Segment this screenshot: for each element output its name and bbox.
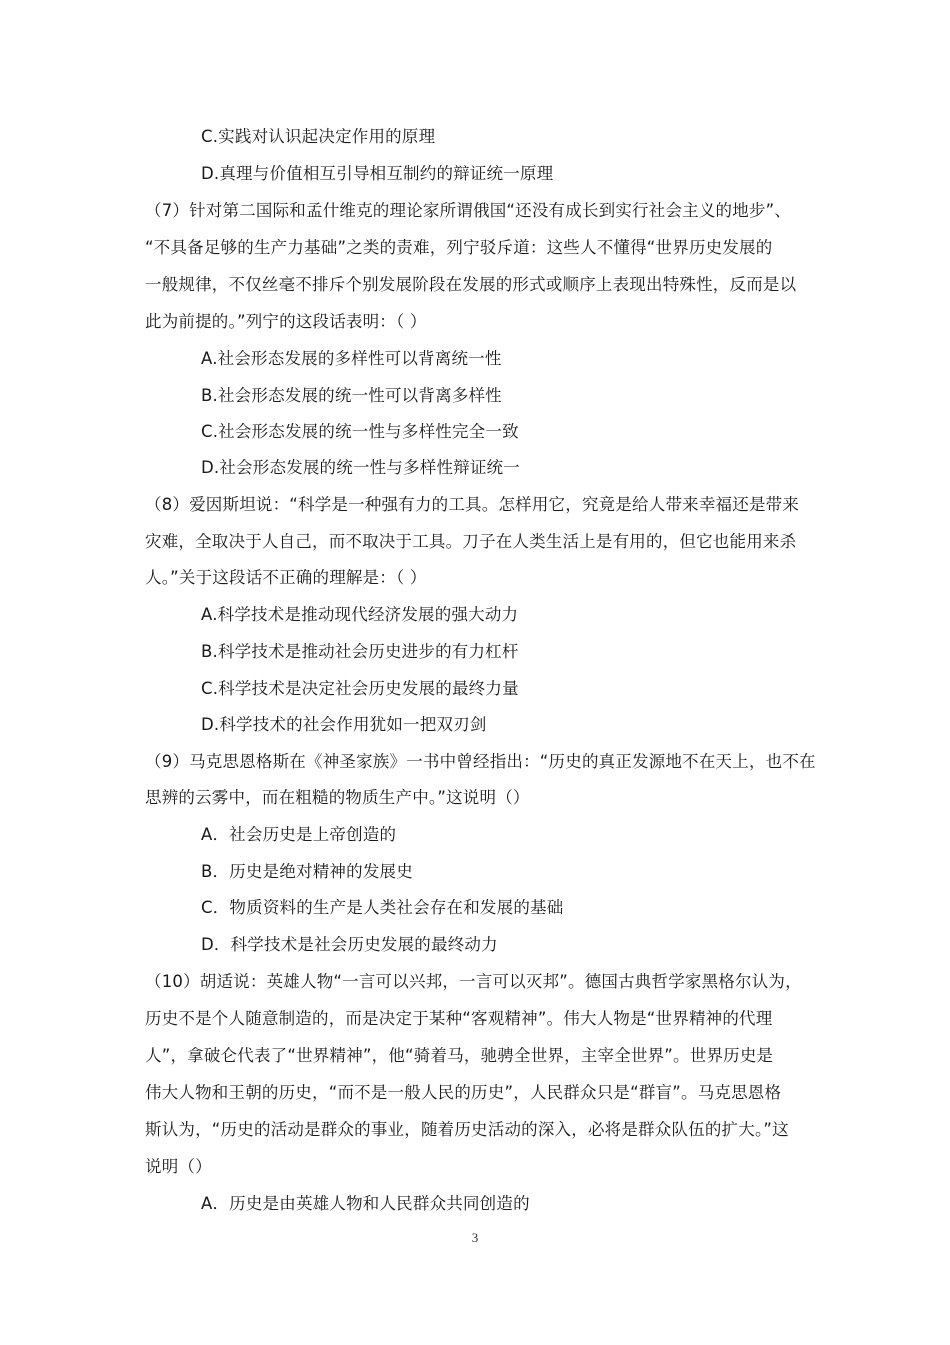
q8-text-line: 灾难，全取决于人自己，而不取决于工具。刀子在人类生活上是有用的，但它也能用来杀 (145, 532, 797, 551)
q9-text-line: （9）马克思恩格斯在《神圣家族》一书中曾经指出：“历史的真正发源地不在天上，也不在 (145, 752, 816, 771)
q8-option-a: A.科学技术是推动现代经济发展的强大动力 (201, 605, 519, 624)
q6-option-c: C.实践对认识起决定作用的原理 (201, 127, 436, 146)
q8-option-c: C.科学技术是决定社会历史发展的最终力量 (201, 679, 519, 698)
q9-option-c: C．物质资料的生产是人类社会存在和发展的基础 (201, 898, 564, 917)
q9-option-b: B．历史是绝对精神的发展史 (201, 862, 413, 881)
q10-option-a: A．历史是由英雄人物和人民群众共同创造的 (201, 1194, 530, 1213)
q8-text-line: （8）爱因斯坦说：“科学是一种强有力的工具。怎样用它，究竟是给人带来幸福还是带来 (145, 495, 800, 514)
q9-text-line: 思辨的云雾中，而在粗糙的物质生产中。”这说明（） (145, 788, 530, 807)
q10-text-line: （10）胡适说：英雄人物“一言可以兴邦，一言可以灭邦”。德国古典哲学家黑格尔认为， (145, 972, 802, 991)
q7-option-b: B.社会形态发展的统一性可以背离多样性 (201, 386, 502, 405)
q8-option-b: B.科学技术是推动社会历史进步的有力杠杆 (201, 642, 519, 661)
q9-option-a: A．社会历史是上帝创造的 (201, 825, 397, 844)
q10-text-line: 斯认为，“历史的活动是群众的事业，随着历史活动的深入，必将是群众队伍的扩大。”这 (145, 1120, 789, 1139)
q7-text-line: （7）针对第二国际和孟什维克的理论家所谓俄国“还没有成长到实行社会主义的地步”、 (145, 201, 792, 220)
q10-text-line: 人”，拿破仑代表了“世界精神”，他“骑着马，驰骋全世界，主宰全世界”。世界历史是 (145, 1046, 774, 1065)
q9-option-d: D．科学技术是社会历史发展的最终动力 (201, 935, 498, 954)
q10-text-line: 伟大人物和王朝的历史，“而不是一般人民的历史”，人民群众只是“群盲”。马克思恩格 (145, 1083, 782, 1102)
q8-option-d: D.科学技术的社会作用犹如一把双刃剑 (201, 715, 487, 734)
page-number: 3 (471, 1230, 479, 1245)
q10-text-line: 说明（） (145, 1157, 212, 1176)
q8-text-line: 人。”关于这段话不正确的理解是：（ ） (145, 568, 427, 587)
q7-text-line: “不具备足够的生产力基础”之类的责难，列宁驳斥道：这些人不懂得“世界历史发展的 (145, 238, 773, 257)
q7-option-d: D.社会形态发展的统一性与多样性辩证统一 (201, 458, 520, 477)
q7-option-c: C.社会形态发展的统一性与多样性完全一致 (201, 422, 519, 441)
q7-option-a: A.社会形态发展的多样性可以背离统一性 (201, 349, 502, 368)
q6-option-d: D.真理与价值相互引导相互制约的辩证统一原理 (201, 164, 554, 183)
q7-text-line: 此为前提的。”列宁的这段话表明：（ ） (145, 312, 427, 331)
q7-text-line: 一般规律，不仅丝毫不排斥个别发展阶段在发展的形式或顺序上表现出特殊性，反而是以 (145, 275, 797, 294)
q10-text-line: 历史不是个人随意制造的，而是决定于某种“客观精神”。伟大人物是“世界精神的代理 (145, 1009, 773, 1028)
